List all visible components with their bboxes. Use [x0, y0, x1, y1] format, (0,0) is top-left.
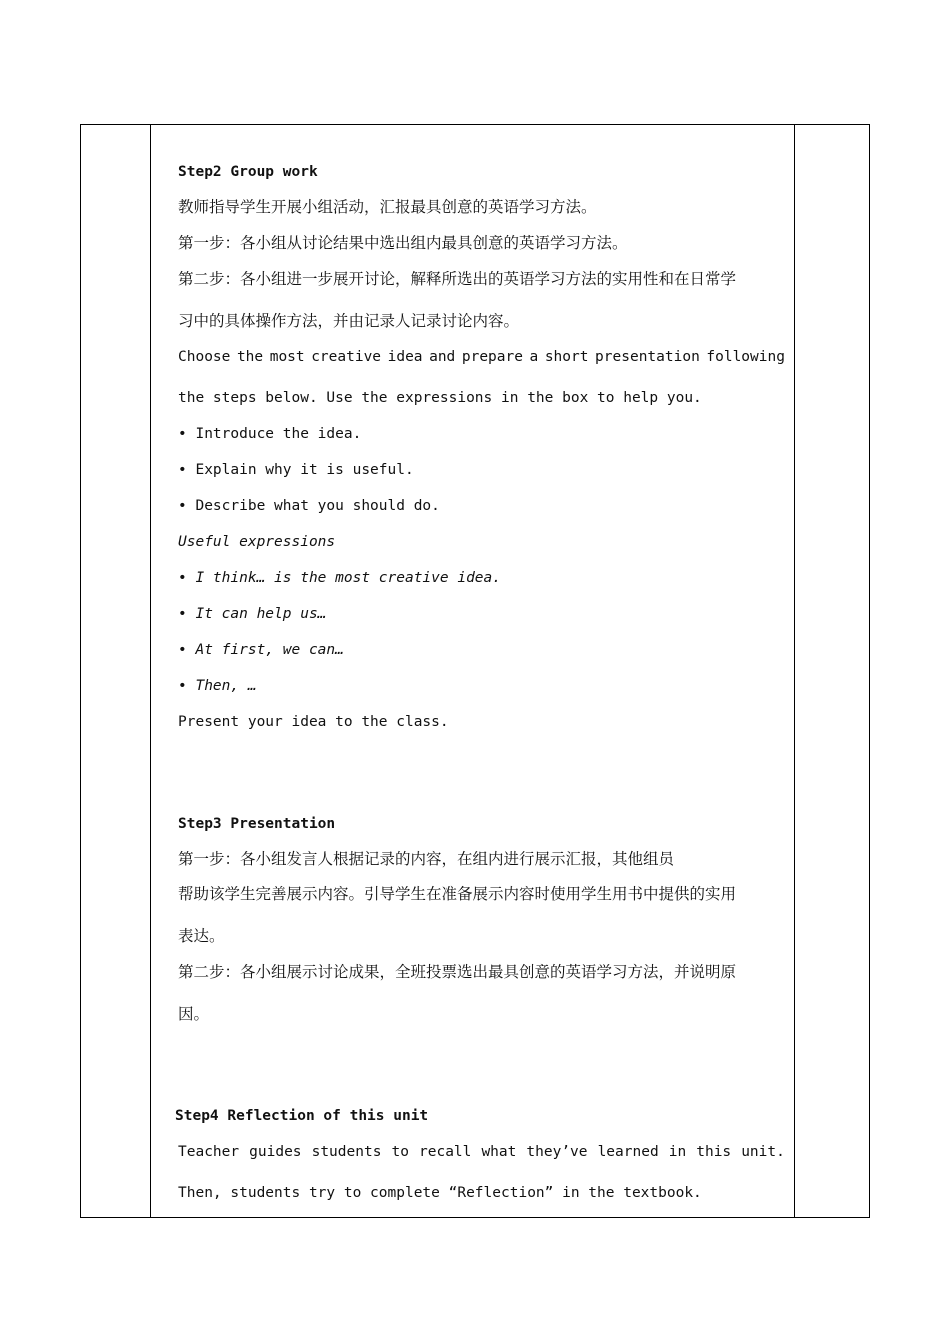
- step3-heading: Step3 Presentation: [178, 816, 336, 832]
- word: short: [544, 349, 589, 365]
- step3-first-step-line1: 第一步：各小组发言人根据记录的内容，在组内进行展示汇报，其他组员: [178, 850, 675, 868]
- word: Teacher: [178, 1144, 240, 1160]
- bullet-item: • Describe what you should do.: [178, 498, 440, 514]
- word: prepare: [461, 349, 523, 365]
- table-column-divider-left: [150, 125, 151, 1217]
- word: following: [706, 349, 785, 365]
- step2-second-step-text-line2: 习中的具体操作方法，并由记录人记录讨论内容。: [178, 312, 520, 330]
- word: in: [668, 1144, 687, 1160]
- step2-second-step-text-line1: 第二步：各小组进一步展开讨论，解释所选出的英语学习方法的实用性和在日常学: [178, 270, 737, 288]
- word: and: [429, 349, 456, 365]
- word: to: [391, 1144, 409, 1160]
- step2-heading: Step2 Group work: [178, 164, 318, 180]
- step4-heading: Step4 Reflection of this unit: [175, 1108, 429, 1124]
- word: unit.: [741, 1144, 785, 1160]
- word: creative: [311, 349, 382, 365]
- step3-second-step-line2: 因。: [178, 1005, 210, 1023]
- word: a: [529, 349, 539, 365]
- word: idea: [387, 349, 423, 365]
- word: learned: [597, 1144, 659, 1160]
- useful-expressions-title: Useful expressions: [178, 534, 336, 550]
- table-column-divider-right: [794, 125, 795, 1217]
- useful-expression-item: • Then, …: [178, 678, 257, 694]
- step2-closing-text: Present your idea to the class.: [178, 714, 449, 730]
- step2-instruction-line2: the steps below. Use the expressions in the box to help you.: [178, 390, 702, 406]
- word: Choose: [178, 349, 231, 365]
- word: what: [481, 1144, 517, 1160]
- word: most: [269, 349, 305, 365]
- word: guides: [249, 1144, 302, 1160]
- bullet-item: • Explain why it is useful.: [178, 462, 414, 478]
- step2-intro-text: 教师指导学生开展小组活动，汇报最具创意的英语学习方法。: [178, 198, 597, 216]
- step3-second-step-line1: 第二步：各小组展示讨论成果，全班投票选出最具创意的英语学习方法，并说明原: [178, 963, 737, 981]
- step2-first-step-text: 第一步：各小组从讨论结果中选出组内最具创意的英语学习方法。: [178, 234, 628, 252]
- word: recall: [419, 1144, 472, 1160]
- bullet-item: • Introduce the idea.: [178, 426, 362, 442]
- step4-text-line1: [178, 1142, 785, 1162]
- word: the: [236, 349, 264, 365]
- word: this: [696, 1144, 732, 1160]
- step2-instruction-line1: [178, 347, 785, 367]
- word: they’ve: [526, 1144, 588, 1160]
- useful-expression-item: • It can help us…: [178, 606, 327, 622]
- useful-expression-item: • I think… is the most creative idea.: [178, 570, 502, 586]
- step4-text-line2: Then, students try to complete “Reflection” in the textbook.: [178, 1185, 702, 1201]
- step3-first-step-line3: 表达。: [178, 927, 225, 945]
- step3-first-step-line2: 帮助该学生完善展示内容。引导学生在准备展示内容时使用学生用书中提供的实用: [178, 885, 737, 903]
- useful-expression-item: • At first, we can…: [178, 642, 344, 658]
- word: presentation: [595, 349, 700, 365]
- word: students: [311, 1144, 382, 1160]
